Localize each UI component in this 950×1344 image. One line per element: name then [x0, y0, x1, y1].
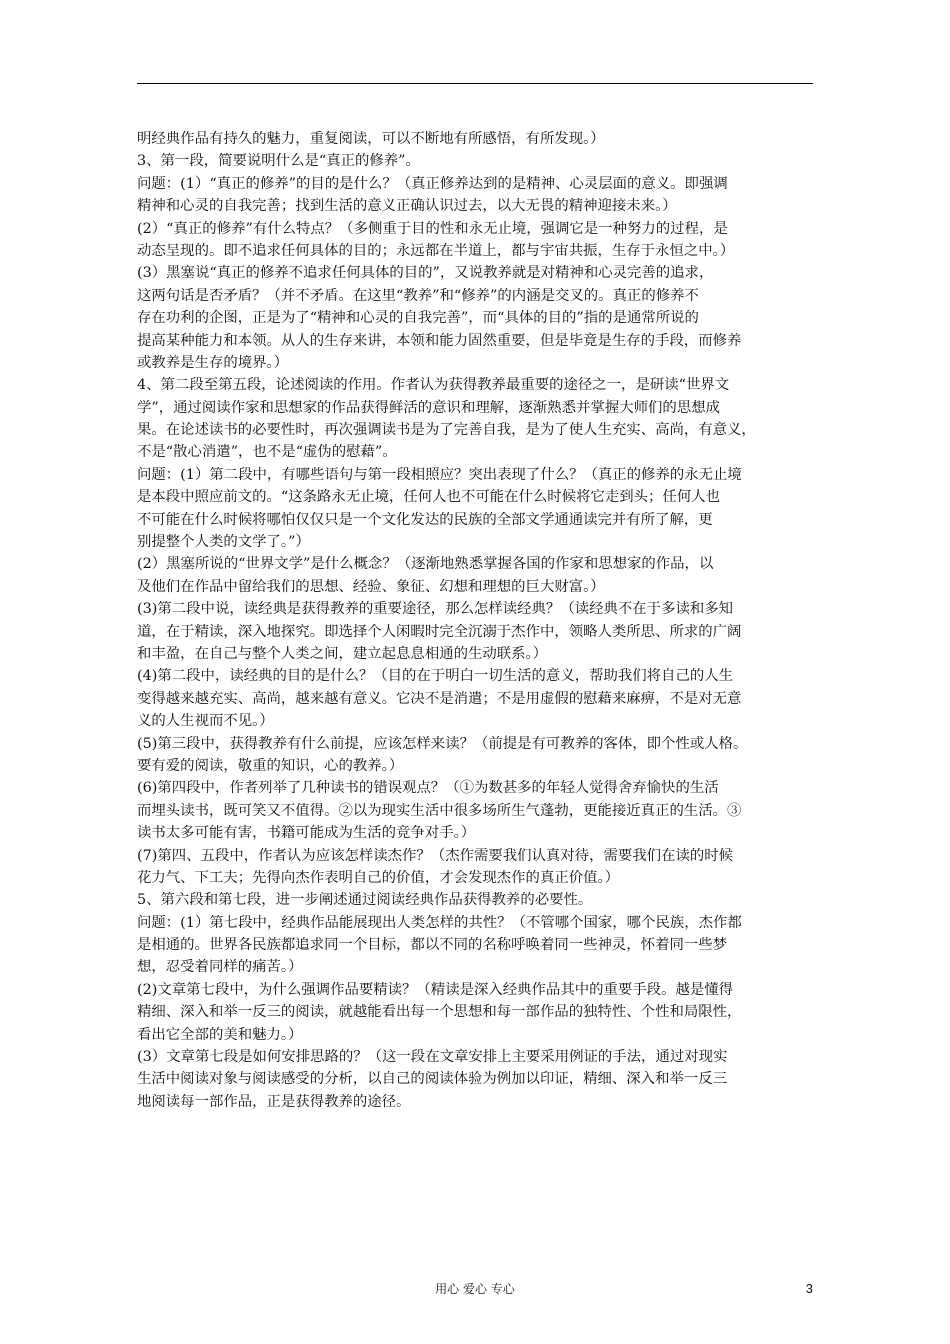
- text-line: 问题：(1）第二段中，有哪些语句与第一段相照应？突出表现了什么？（真正的修养的永无止境: [137, 466, 742, 483]
- text-line: (3）黑塞说“真正的修养不追求任何具体的目的”，又说教养就是对精神和心灵完善的追求，: [137, 265, 714, 282]
- text-line: (3)第二段中说，读经典是获得教养的重要途径，那么怎样读经典？（读经典不在于多读和多知: [137, 601, 734, 618]
- text-line: 看出它全部的美和魅力。）: [137, 1026, 303, 1043]
- header-rule: [137, 83, 813, 84]
- text-line: (3）文章第七段是如何安排思路的？（这一段在文章安排上主要采用例证的手法，通过对现实: [137, 1049, 728, 1066]
- text-line: 这两句话是否矛盾？（并不矛盾。在这里“教养”和“修养”的内涵是交叉的。真正的修养不: [137, 287, 699, 304]
- text-line: 生活中阅读对象与阅读感受的分析，以自己的阅读体验为例加以印证，精细、深入和举一反三: [137, 1071, 728, 1088]
- text-line: 和丰盈，在自己与整个人类之间，建立起息息相通的生动联系。）: [137, 645, 548, 662]
- text-line: 精神和心灵的自我完善；找到生活的意义正确认识过去，以大无畏的精神迎接未来。）: [137, 198, 677, 215]
- text-line: 是相通的。世界各民族都追求同一个目标，都以不同的名称呼唤着同一些神灵，怀着同一些梦: [137, 937, 728, 954]
- text-line: 动态呈现的。即不追求任何具体的目的；永远都在半道上，都与宇宙共振，生存于永恒之中。）: [137, 242, 735, 259]
- text-line: 问题：(1）“真正的修养”的目的是什么？（真正修养达到的是精神、心灵层面的意义。即强调: [137, 175, 728, 192]
- text-line: 义的人生视而不见。）: [137, 713, 274, 730]
- text-line: 存在功利的企图，正是为了“精神和心灵的自我完善”，而“具体的目的”指的是通常所说的: [137, 310, 699, 327]
- text-line: 精细、深入和举一反三的阅读，就越能看出每一个思想和每一部作品的独特性、个性和局限性，: [137, 1004, 742, 1021]
- text-line: 读书太多可能有害，书籍可能成为生活的竞争对手。）: [137, 825, 476, 842]
- text-line: (2）黑塞所说的“世界文学”是什么概念？（逐渐地熟悉掌握各国的作家和思想家的作品，以: [137, 556, 714, 573]
- document-body: [137, 128, 813, 1113]
- text-line: (2)文章第七段中，为什么强调作品要精读？（精读是深入经典作品其中的重要手段。越是懂得: [137, 981, 734, 998]
- text-line: 5、第六段和第七段，进一步阐述通过阅读经典作品获得教养的必要性。: [137, 892, 593, 909]
- text-line: 道，在于精读，深入地探究。即选择个人闲暇时完全沉溺于杰作中，领略人类所思、所求的广阔: [137, 623, 742, 640]
- text-line: 花力气、下工夫；先得向杰作表明自己的价值，才会发现杰作的真正价值。）: [137, 869, 620, 886]
- text-line: (6)第四段中，作者列举了几种读书的错误观点？（①为数甚多的年轻人觉得舍弃愉快的生活: [137, 780, 719, 797]
- text-line: 想，忍受着同样的痛苦。）: [137, 959, 303, 976]
- text-line: (4)第二段中，读经典的目的是什么？（目的在于明白一切生活的意义，帮助我们将自己的人生: [137, 668, 734, 685]
- text-line: 要有爱的阅读，敬重的知识，心的教养。）: [137, 757, 404, 774]
- text-line: 及他们在作品中留给我们的思想、经验、象征、幻想和理想的巨大财富。）: [137, 578, 605, 595]
- text-line: 不是“散心消遣”，也不是“虚伪的慰藉”。: [137, 444, 397, 461]
- text-line: 是本段中照应前文的。“这条路永无止境，任何人也不可能在什么时候将它走到头；任何人也: [137, 489, 720, 506]
- text-line: 变得越来越充实、高尚，越来越有意义。它决不是消遣；不是用虚假的慰藉来麻痹，不是对无意: [137, 690, 742, 707]
- text-line: 而埋头读书，既可笑又不值得。②以为现实生活中很多场所生气蓬勃，更能接近真正的生活。③: [137, 802, 742, 819]
- text-line: (2）“真正的修养”有什么特点？（多侧重于目的性和永无止境，强调它是一种努力的过程，是: [137, 220, 728, 237]
- page-number: 3: [805, 1281, 813, 1296]
- text-line: 明经典作品有持久的魅力，重复阅读，可以不断地有所感悟，有所发现。）: [137, 131, 605, 147]
- text-line: 不可能在什么时候将哪怕仅仅只是一个文化发达的民族的全部文学通通读完并有所了解，更: [137, 511, 713, 528]
- text-line: (7)第四、五段中，作者认为应该怎样读杰作？（杰作需要我们认真对待，需要我们在读的时候: [137, 847, 734, 864]
- text-line: 果。在论述读书的必要性时，再次强调读书是为了完善自我，是为了使人生充实、高尚，有意义，: [137, 422, 756, 439]
- text-line: 学”，通过阅读作家和思想家的作品获得鲜活的意识和理解，逐渐熟悉并掌握大师们的思想成: [137, 399, 720, 416]
- text-line: 地阅读每一部作品，正是获得教养的途径。: [137, 1093, 411, 1110]
- text-line: 3、第一段，简要说明什么是“真正的修养”。: [137, 153, 420, 170]
- footer-slogan: 用心 爱心 专心: [435, 1282, 515, 1296]
- text-line: 别提整个人类的文学了。”）: [137, 534, 310, 551]
- text-line: 问题：(1）第七段中，经典作品能展现出人类怎样的共性？（不管哪个国家，哪个民族，杰作都: [137, 914, 742, 931]
- text-line: (5)第三段中，获得教养有什么前提，应该怎样来读？（前提是有可教养的客体，即个性或人格。: [137, 735, 748, 752]
- text-line: 提高某种能力和本领。从人的生存来讲，本领和能力固然重要，但是毕竟是生存的手段，而修养: [137, 332, 742, 349]
- text-line: 或教养是生存的境界。）: [137, 354, 289, 371]
- text-line: 4、第二段至第五段，论述阅读的作用。作者认为获得教养最重要的途径之一，是研读“世界文: [137, 377, 730, 394]
